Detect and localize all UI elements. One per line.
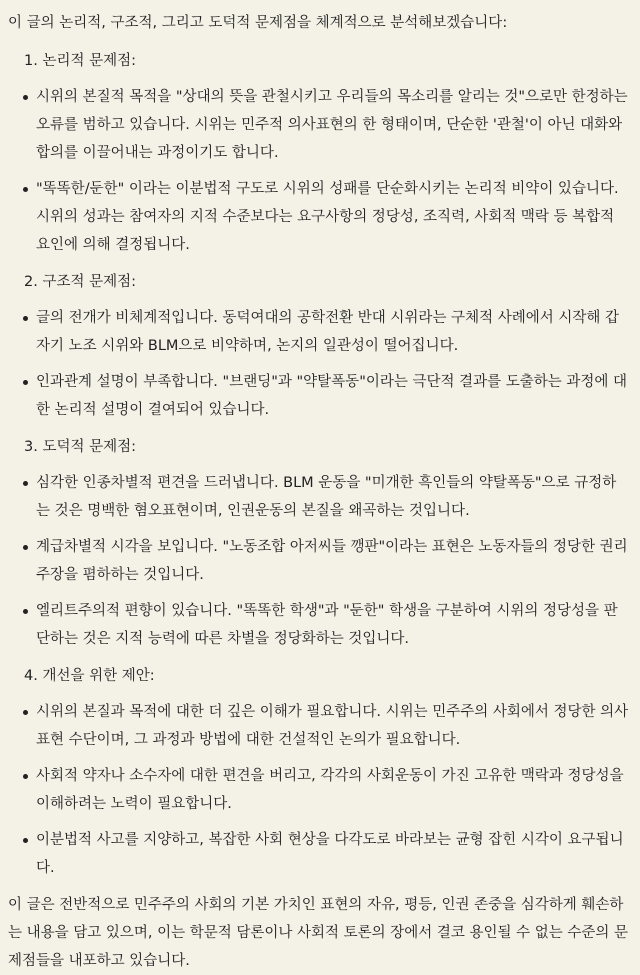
bullet-dot-icon: [23, 545, 28, 550]
section-heading: 2. 구조적 문제점:: [24, 274, 136, 290]
list-item: [8, 826, 632, 882]
list-item: [8, 368, 632, 424]
list-item-text: 계급차별적 시각을 보입니다. "노동조합 아저씨들 깽판"이라는 표현은 노동자들의 정당한 권리 주장을 폄하하는 것입니다.: [36, 539, 628, 583]
list-item: [8, 597, 632, 653]
bullet-dot-icon: [23, 380, 28, 385]
list-item-text: 인과관계 설명이 부족합니다. "브랜딩"과 "약탈폭동"이라는 극단적 결과를 도출하는 과정에 대한 논리적 설명이 결여되어 있습니다.: [36, 374, 628, 418]
section-heading: 4. 개선을 위한 제안:: [24, 668, 155, 684]
list-item-text: 시위의 본질적 목적을 "상대의 뜻을 관철시키고 우리들의 목소리를 알리는 것"으로만 한정하는 오류를 범하고 있습니다. 시위는 민주적 의사표현의 한 형태이며, 단순한 '관철'이 아닌 대화와 합의를 이끌어내는 과정이기도 합니다.: [36, 89, 628, 161]
list-item: [8, 83, 632, 167]
section-moral: [8, 433, 632, 653]
bullet-list: [8, 469, 632, 653]
list-item-text: 글의 전개가 비체계적입니다. 동덕여대의 공학전환 반대 시위라는 구체적 사례에서 시작해 갑자기 노조 시위와 BLM으로 비약하며, 논지의 일관성이 떨어집니다.: [36, 310, 619, 354]
list-item: [8, 533, 632, 589]
list-item: [8, 469, 632, 525]
section-suggestions: [8, 662, 632, 882]
bullet-dot-icon: [23, 838, 28, 843]
list-item: [8, 175, 632, 259]
section-heading: 1. 논리적 문제점:: [24, 53, 136, 69]
list-item-text: 시위의 본질과 목적에 대한 더 깊은 이해가 필요합니다. 시위는 민주주의 사회에서 정당한 의사표현 수단이며, 그 과정과 방법에 대한 건설적인 논의가 필요합니다.: [36, 704, 629, 748]
list-item-text: 이분법적 사고를 지양하고, 복잡한 사회 현상을 다각도로 바라보는 균형 잡힌 시각이 요구됩니다.: [36, 832, 624, 876]
list-item: [8, 762, 632, 818]
bullet-dot-icon: [23, 316, 28, 321]
list-item-text: 엘리트주의적 편향이 있습니다. "똑똑한 학생"과 "둔한" 학생을 구분하여 시위의 정당성을 판단하는 것은 지적 능력에 따른 차별을 정당화하는 것입니다.: [36, 603, 618, 647]
bullet-list: [8, 304, 632, 424]
list-item-text: 사회적 약자나 소수자에 대한 편견을 버리고, 각각의 사회운동이 가진 고유한 맥락과 정당성을 이해하려는 노력이 필요합니다.: [36, 768, 624, 812]
bullet-dot-icon: [23, 187, 28, 192]
section-logical: [8, 47, 632, 259]
section-heading: 3. 도덕적 문제점:: [24, 439, 136, 455]
list-item-text: 심각한 인종차별적 편견을 드러냅니다. BLM 운동을 "미개한 흑인들의 약탈폭동"으로 규정하는 것은 명백한 혐오표현이며, 인권운동의 본질을 왜곡하는 것입니다.: [36, 475, 617, 519]
intro-paragraph: 이 글의 논리적, 구조적, 그리고 도덕적 문제점을 체계적으로 분석해보겠습니다:: [8, 15, 508, 31]
list-item-text: "똑똑한/둔한" 이라는 이분법적 구도로 시위의 성패를 단순화시키는 논리적 비약이 있습니다. 시위의 성과는 참여자의 지적 수준보다는 요구사항의 정당성, 조직력, 사회적 맥락 등 복합적 요인에 의해 결정됩니다.: [36, 181, 619, 253]
list-item: [8, 304, 632, 360]
section-structural: [8, 268, 632, 424]
bullet-dot-icon: [23, 95, 28, 100]
conclusion-paragraph: 이 글은 전반적으로 민주주의 사회의 기본 가치인 표현의 자유, 평등, 인권 존중을 심각하게 훼손하는 내용을 담고 있으며, 이는 학문적 담론이나 사회적 토론의 장에서 결코 용인될 수 없는 수준의 문제점들을 내포하고 있습니다.: [8, 897, 629, 969]
bullet-list: [8, 83, 632, 259]
list-item: [8, 698, 632, 754]
bullet-dot-icon: [23, 774, 28, 779]
bullet-dot-icon: [23, 481, 28, 486]
bullet-list: [8, 698, 632, 882]
bullet-dot-icon: [23, 710, 28, 715]
bullet-dot-icon: [23, 609, 28, 614]
